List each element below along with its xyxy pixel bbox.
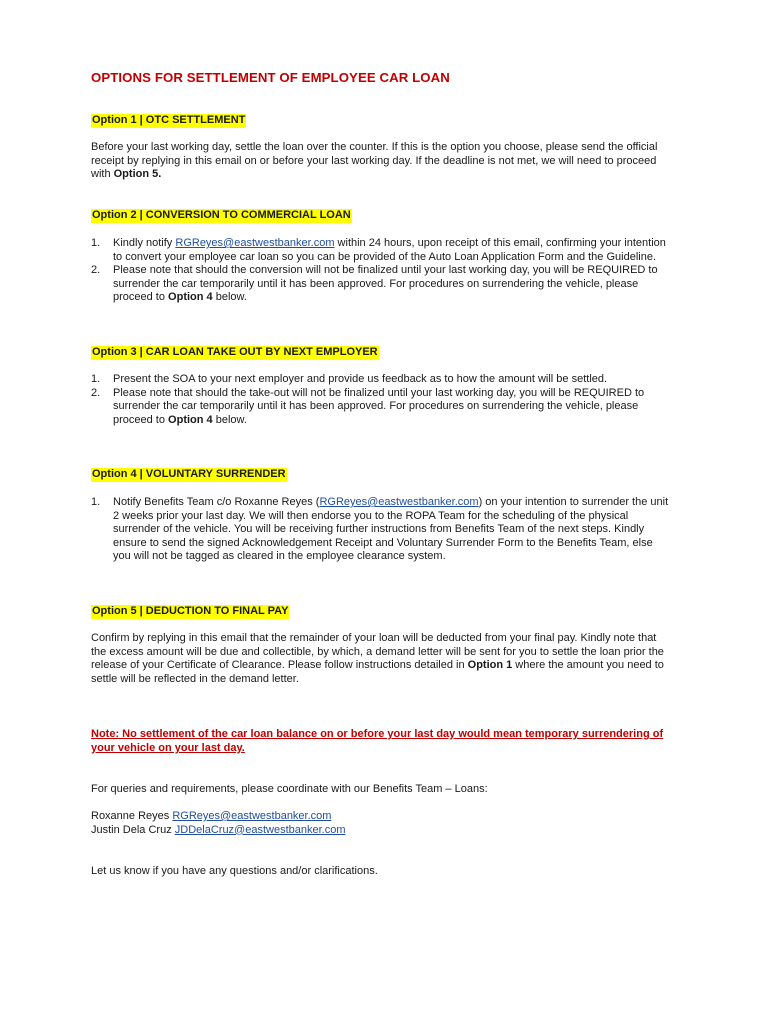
list-item: [91, 264, 671, 305]
contact-name: Justin Dela Cruz: [91, 823, 175, 836]
option-1-ref: Option 5.: [113, 168, 162, 181]
option-ref: Option 4: [168, 291, 213, 304]
option-4-heading: Option 4 | VOLUNTARY SURRENDER: [92, 468, 286, 480]
list-item: [91, 373, 671, 387]
note-text: Note: No settlement of the car loan balance on or before your last day would mean temporary surrendering of your vehicle on your last day.: [91, 728, 664, 754]
option-1-section: [91, 114, 671, 128]
contacts-list: [91, 810, 671, 837]
list-text: ) on your intention to surrender the unit 2 weeks prior your last day. We will then endorse you to the ROPA Team for the scheduling of the physical surrender of the vehicle. You will be receiving further instructions from Benefits Team of the next steps. Kindly ensure to send the signed Acknowledgement Receipt and Voluntary Surrender Form to the Benefits Team, else you will not be tagged as cleared in the employee clearance system.: [113, 496, 669, 563]
email-link[interactable]: RGReyes@eastwestbanker.com: [172, 810, 332, 822]
option-1-body: [91, 141, 671, 182]
list-item: [91, 237, 671, 264]
option-2-heading: Option 2 | CONVERSION TO COMMERCIAL LOAN: [92, 209, 351, 221]
contact-name: Roxanne Reyes: [91, 810, 173, 822]
option-5-section: [91, 605, 671, 619]
option-3-section: [91, 346, 671, 360]
option-2-section: [91, 209, 671, 223]
option-ref: Option 4: [168, 413, 213, 426]
list-text: Present the SOA to your next employer and provide us feedback as to how the amount will be settled.: [113, 373, 608, 385]
queries-text: For queries and requirements, please coordinate with our Benefits Team – Loans:: [91, 783, 488, 795]
email-link[interactable]: RGReyes@eastwestbanker.com: [175, 237, 335, 249]
list-number: 2.: [91, 264, 101, 277]
option-5-heading: Option 5 | DEDUCTION TO FINAL PAY: [92, 605, 289, 617]
option-5-text: where the amount you need to settle will be reflected in the demand letter.: [91, 659, 664, 685]
option-1-heading: Option 1 | OTC SETTLEMENT: [92, 114, 246, 126]
option-1-text: Before your last working day, settle the loan over the counter. If this is the option you choose, please send the official receipt by replying in this email on or before your last working day. If the deadline is not met, we will need to proceed with: [91, 141, 658, 181]
list-number: 2.: [91, 386, 101, 399]
email-link[interactable]: RGReyes@eastwestbanker.com: [319, 496, 479, 508]
option-3-heading: Option 3 | CAR LOAN TAKE OUT BY NEXT EMPLOYER: [92, 346, 378, 358]
list-number: 1.: [91, 237, 101, 249]
list-text: below.: [212, 413, 247, 426]
document-title: OPTIONS FOR SETTLEMENT OF EMPLOYEE CAR LOAN: [91, 70, 450, 85]
option-4-section: [91, 468, 671, 482]
option-5-text: Confirm by replying in this email that the remainder of your loan will be deducted from your final pay. Kindly note that the excess amount will be due and collectible, by which, a demand letter will be sent for you to settle the loan prior the release of your Certificate of Clearance. Please follow instructions detailed in: [91, 632, 664, 672]
list-number: 1.: [91, 373, 101, 385]
list-text: Kindly notify: [113, 237, 176, 249]
warning-note: [91, 728, 671, 755]
option-ref: Option 1: [467, 659, 513, 672]
option-2-list: [91, 237, 671, 305]
list-text: Please note that should the take-out will not be finalized until your last working day, you will be REQUIRED to surrender the car temporarily until it has been approved. For procedures on surrendering the vehicle, please proceed to: [113, 386, 645, 426]
list-text: below.: [212, 291, 247, 304]
option-4-list: [91, 496, 671, 564]
option-5-body: [91, 632, 671, 686]
option-3-list: [91, 373, 671, 427]
closing-text: Let us know if you have any questions and/or clarifications.: [91, 865, 378, 877]
contact-row: [91, 810, 671, 824]
email-link[interactable]: JDDelaCruz@eastwestbanker.com: [174, 823, 346, 836]
list-item: [91, 387, 671, 428]
contact-row: [91, 824, 671, 838]
list-number: 1.: [91, 496, 101, 508]
list-text: Please note that should the conversion will not be finalized until your last working day, you will be REQUIRED to surrender the car temporarily until it has been approved. For procedures on surrendering the vehicle, please proceed to: [113, 264, 658, 304]
list-text: within 24 hours, upon receipt of this email, confirming your intention to convert your employee car loan so you can be provided of the Auto Loan Application Form and the Guideline.: [113, 237, 666, 263]
list-text: Notify Benefits Team c/o Roxanne Reyes (: [113, 496, 320, 508]
list-item: [91, 496, 671, 564]
